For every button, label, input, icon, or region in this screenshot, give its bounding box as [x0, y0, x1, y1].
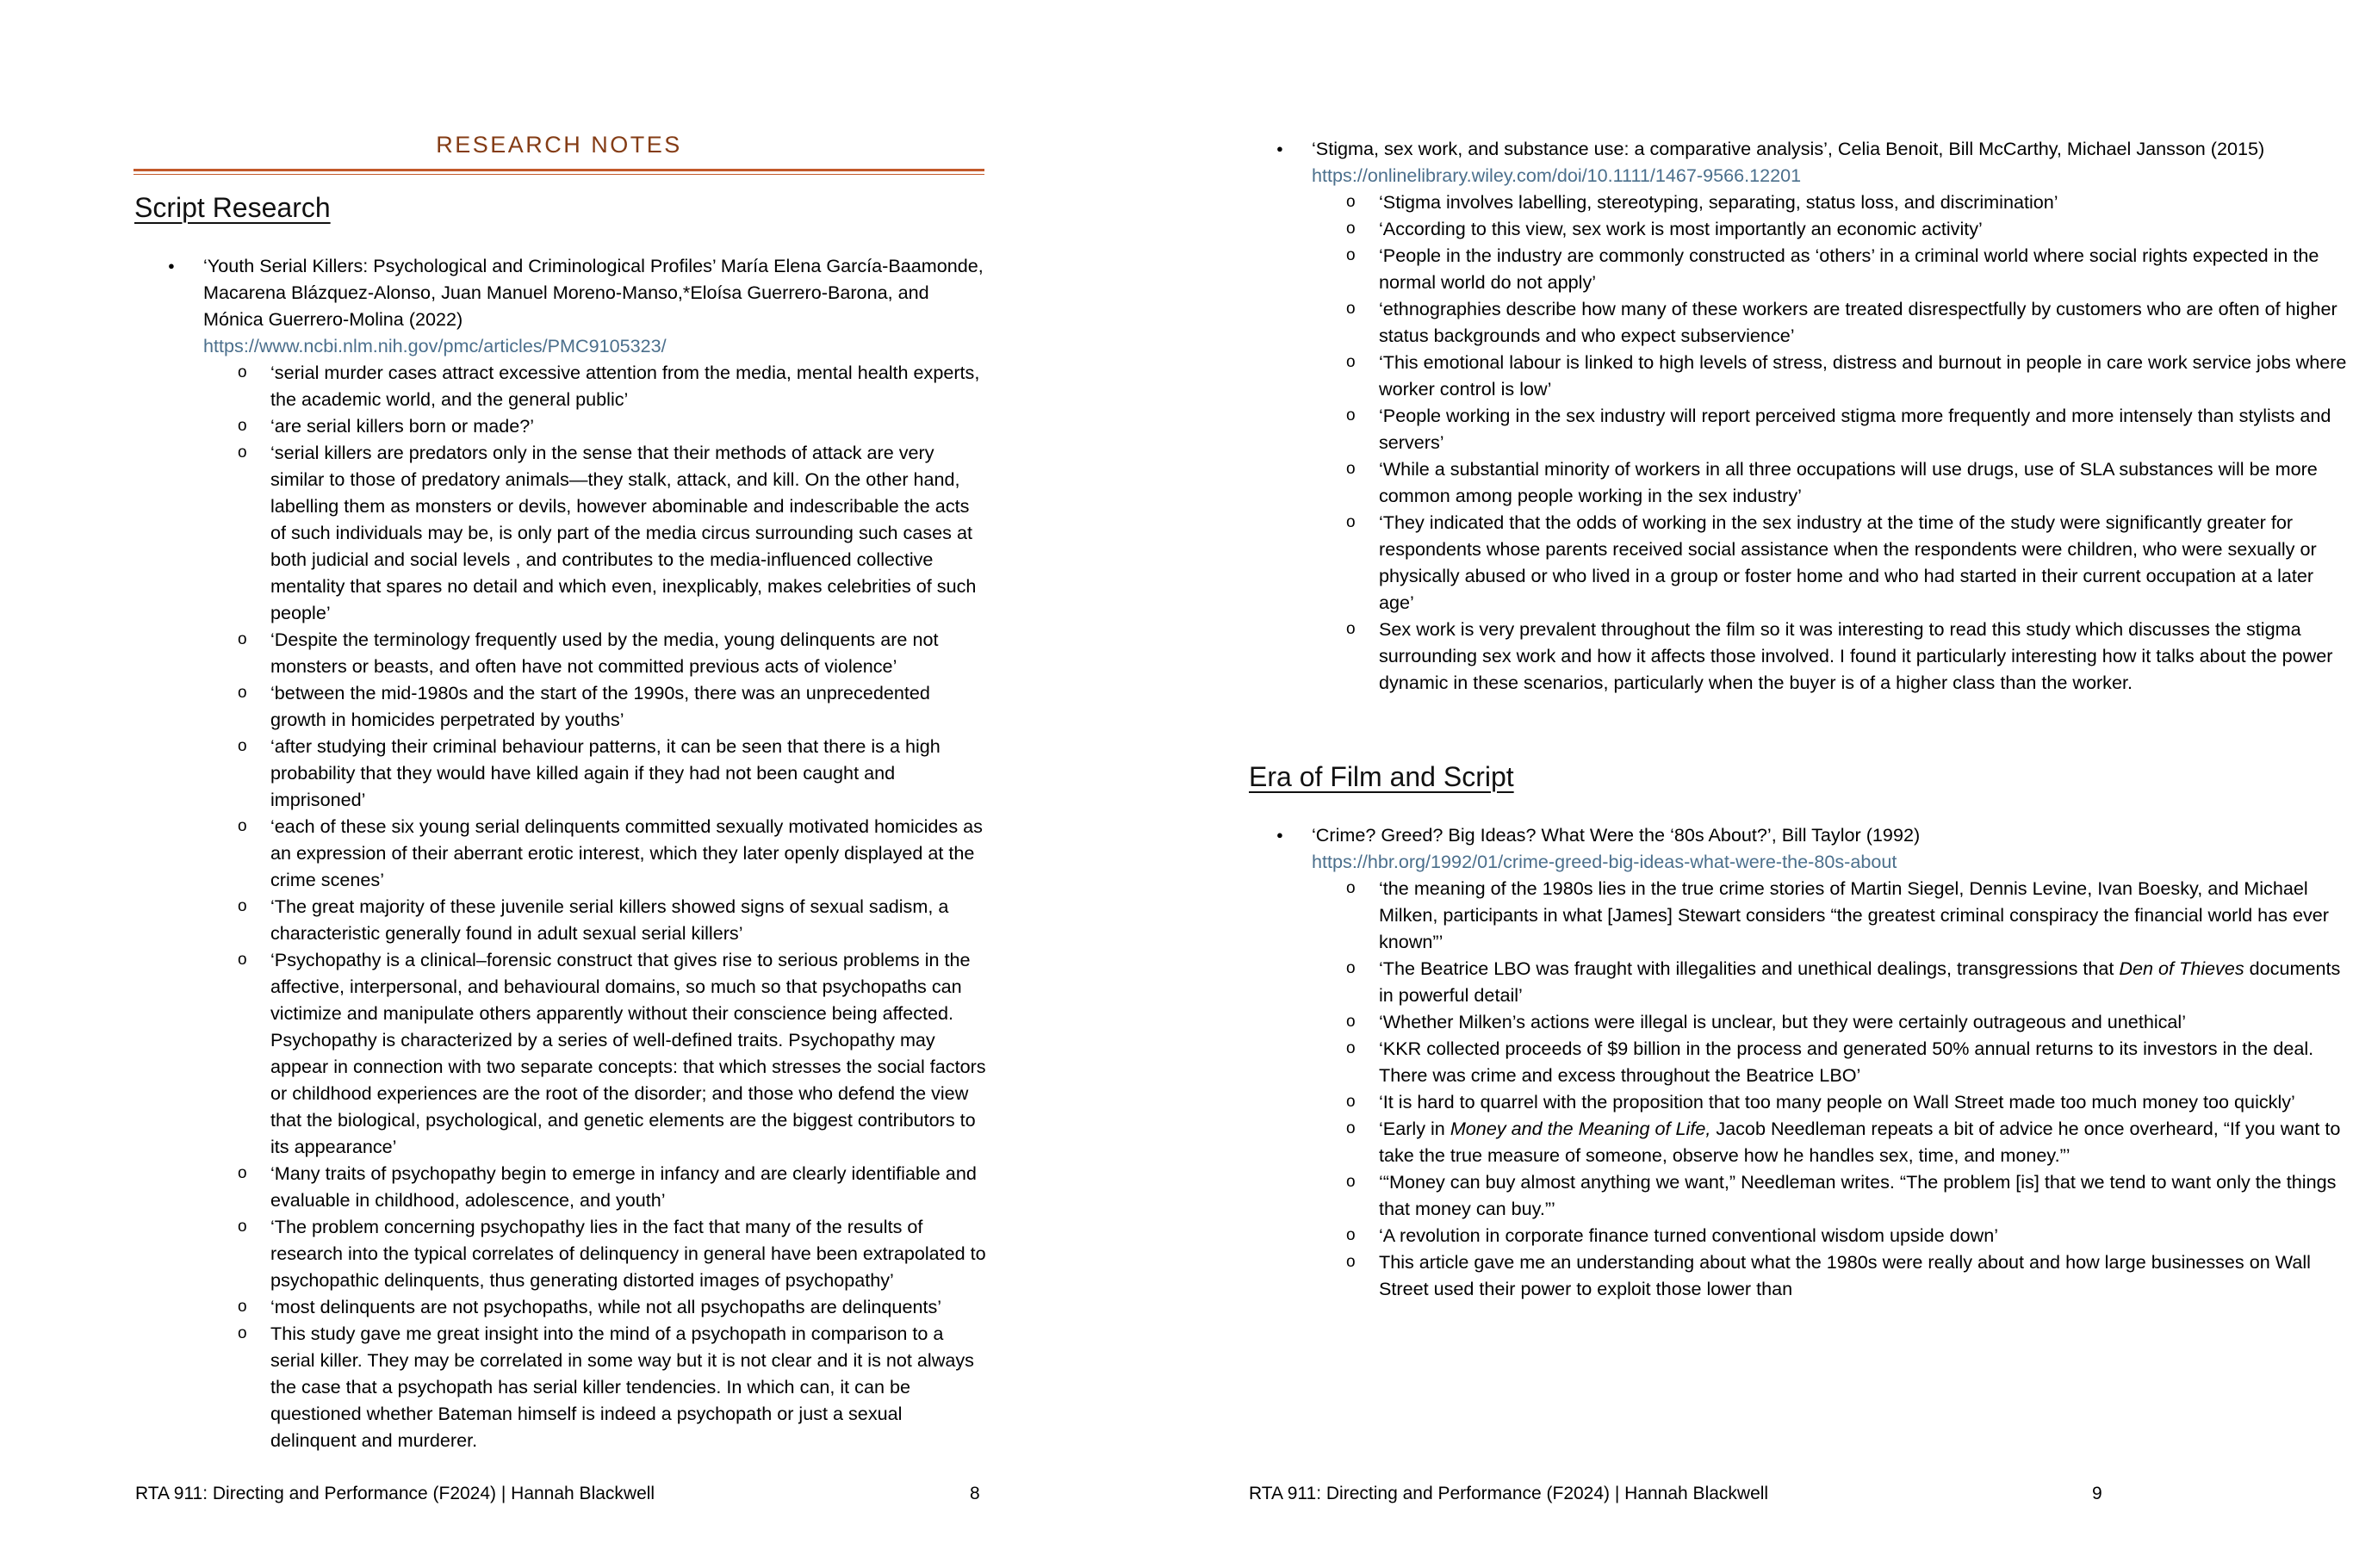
quote-item: o ‘serial murder cases attract excessive attention from the media, mental health experts, the academic world, and the general public’	[203, 359, 986, 412]
quote-item: o ‘The great majority of these juvenile serial killers showed signs of sexual sadism, a characteristic generally found in adult sexual serial killers’	[203, 893, 986, 946]
quote-item: o ‘Many traits of psychopathy begin to emerge in infancy and are clearly identifiable and evaluable in childhood, adolescence, and youth’	[203, 1160, 986, 1213]
quote-item: o ‘Stigma involves labelling, stereotyping, separating, status loss, and discrimination’	[1312, 189, 2353, 215]
source-citation: ‘Crime? Greed? Big Ideas? What Were the ‘80s About?’, Bill Taylor (1992)	[1312, 824, 1921, 846]
quote-item: o ‘Whether Milken’s actions were illegal is unclear, but they were certainly outrageous and unethical’	[1312, 1008, 2353, 1035]
reflection-note: o This study gave me great insight into the mind of a psychopath in comparison to a serial killer. They may be correlated in some way but it is not clear and it is not always the case that a psychopath has serial killer tendencies. In which can, it can be questioned whether Bateman himself is indeed a psychopath or just a sexual delinquent and murderer.	[203, 1320, 986, 1453]
quote-text: ‘The Beatrice LBO was fraught with illegalities and unethical dealings, transgressions that	[1379, 958, 2120, 979]
quote-item: o ‘They indicated that the odds of working in the sex industry at the time of the study were significantly greater for respondents whose parents received social assistance when the respondents were children, who were sexually or physically abused or who lived in a group or foster home and who had started in their current occupation at a later age’	[1312, 509, 2353, 616]
book-title: Den of Thieves	[2119, 958, 2244, 979]
quote-item: o ‘“Money can buy almost anything we want,” Needleman writes. “The problem [is] that we tend to want only the things that money can buy.”’	[1312, 1168, 2353, 1222]
reflection-note: o This article gave me an understanding about what the 1980s were really about and how large businesses on Wall Street used their power to exploit those lower than	[1312, 1249, 2353, 1302]
source-list	[1276, 821, 2353, 1302]
source-citation: ‘Youth Serial Killers: Psychological and Criminological Profiles’ María Elena García-Baamonde, Macarena Blázquez-Alonso, Juan Manuel Moreno-Manso,*Eloísa Guerrero-Barona, and Mónica Guerrero-Molina (2022)	[203, 255, 984, 330]
quote-list	[203, 359, 986, 1453]
quote-item: o ‘are serial killers born or made?’	[203, 412, 986, 439]
quote-item: o ‘most delinquents are not psychopaths, while not all psychopaths are delinquents’	[203, 1293, 986, 1320]
quote-item: o ‘It is hard to quarrel with the proposition that too many people on Wall Street made too much money too quickly’	[1312, 1088, 2353, 1115]
left-page	[0, 0, 1108, 1568]
quote-item: o ‘According to this view, sex work is most importantly an economic activity’	[1312, 215, 2353, 242]
header-rule	[133, 169, 984, 171]
quote-item: o ‘People working in the sex industry will report perceived stigma more frequently and more intensely than stylists and servers’	[1312, 402, 2353, 456]
quote-item: o ‘after studying their criminal behaviour patterns, it can be seen that there is a high probability that they would have killed again if they had not been caught and imprisoned’	[203, 733, 986, 813]
quote-item: o ‘This emotional labour is linked to high levels of stress, distress and burnout in people in care work service jobs where worker control is low’	[1312, 349, 2353, 402]
quote-item	[1312, 955, 2353, 1008]
quote-item: o ‘The problem concerning psychopathy lies in the fact that many of the results of research into the typical correlates of delinquency in general have been extrapolated to psychopathic delinquents, thus generating distorted images of psychopathy’	[203, 1213, 986, 1293]
quote-list	[1312, 875, 2353, 1302]
source-item	[168, 252, 986, 1453]
source-list	[1276, 135, 2353, 696]
source-citation: ‘Stigma, sex work, and substance use: a comparative analysis’, Celia Benoit, Bill McCarthy, Michael Jansson (2015)	[1312, 138, 2265, 159]
quote-item: o ‘between the mid-1980s and the start of the 1990s, there was an unprecedented growth in homicides perpetrated by youths’	[203, 679, 986, 733]
quote-item	[1312, 1115, 2353, 1168]
page-number: 8	[970, 1484, 980, 1503]
quote-item: o ‘While a substantial minority of workers in all three occupations will use drugs, use of SLA substances will be more common among people working in the sex industry’	[1312, 456, 2353, 509]
page-footer: RTA 911: Directing and Performance (F2024) | Hannah Blackwell	[135, 1484, 655, 1503]
section-heading-script-research: Script Research	[134, 192, 331, 223]
quote-item: o ‘serial killers are predators only in the sense that their methods of attack are very similar to those of predatory animals—they stalk, attack, and kill. On the other hand, labelling them as monsters or devils, however abominable and indescribable the acts of such individuals may be, is only part of the media circus surrounding such cases at both judicial and social levels , and contributes to the media-influenced collective mentality that spares no detail and which even, inexplicably, makes celebrities of such people’	[203, 439, 986, 626]
right-page	[1108, 0, 2347, 1568]
quote-item: o ‘People in the industry are commonly constructed as ‘others’ in a criminal world where social rights expected in the normal world do not apply’	[1312, 242, 2353, 295]
source-link[interactable]: https://hbr.org/1992/01/crime-greed-big-ideas-what-were-the-80s-about	[1312, 851, 1897, 872]
quote-item: o ‘ethnographies describe how many of these workers are treated disrespectfully by customers who are often of higher status backgrounds and who expect subservience’	[1312, 295, 2353, 349]
header-rule-thin	[133, 174, 984, 175]
source-link[interactable]: https://www.ncbi.nlm.nih.gov/pmc/articles/PMC9105323/	[203, 335, 667, 356]
header-title: RESEARCH NOTES	[436, 132, 682, 158]
quote-item: o ‘KKR collected proceeds of $9 billion in the process and generated 50% annual returns to its investors in the deal. There was crime and excess throughout the Beatrice LBO’	[1312, 1035, 2353, 1088]
quote-item: o ‘Psychopathy is a clinical–forensic construct that gives rise to serious problems in the affective, interpersonal, and behavioural domains, so much so that psychopaths can victimize and manipulate others apparently without their conscience being affected. Psychopathy is characterized by a series of well-defined traits. Psychopathy may appear in connection with two separate concepts: that which stresses the social factors or childhood experiences are the root of the disorder; and those who defend the view that the biological, psychological, and genetic elements are the biggest contributors to its appearance’	[203, 946, 986, 1160]
source-item	[1276, 135, 2353, 696]
reflection-note: o Sex work is very prevalent throughout the film so it was interesting to read this study which discusses the stigma surrounding sex work and how it affects those involved. I found it particularly interesting how it talks about the power dynamic in these scenarios, particularly when the buyer is of a higher class than the worker.	[1312, 616, 2353, 696]
quote-item: o ‘Despite the terminology frequently used by the media, young delinquents are not monsters or beasts, and often have not committed previous acts of violence’	[203, 626, 986, 679]
quote-text: documents in powerful detail’	[1379, 958, 2341, 1006]
quote-item: o ‘A revolution in corporate finance turned conventional wisdom upside down’	[1312, 1222, 2353, 1249]
source-list	[168, 252, 986, 1453]
page-footer: RTA 911: Directing and Performance (F2024) | Hannah Blackwell	[1249, 1484, 1769, 1503]
book-title: Money and the Meaning of Life,	[1450, 1118, 1711, 1139]
quote-text: Jacob Needleman repeats a bit of advice he once overheard, “If you want to take the true measure of someone, observe how he handles sex, time, and money.”’	[1379, 1118, 2341, 1166]
section-heading-era: Era of Film and Script	[1249, 761, 1514, 792]
quote-item: o ‘each of these six young serial delinquents committed sexually motivated homicides as an expression of their aberrant erotic interest, which they later openly displayed at the crime scenes’	[203, 813, 986, 893]
source-item	[1276, 821, 2353, 1302]
quote-list	[1312, 189, 2353, 696]
quote-text: ‘Early in	[1379, 1118, 1450, 1139]
page-number: 9	[2092, 1484, 2102, 1503]
source-link[interactable]: https://onlinelibrary.wiley.com/doi/10.1111/1467-9566.12201	[1312, 164, 1802, 186]
quote-item: o ‘the meaning of the 1980s lies in the true crime stories of Martin Siegel, Dennis Levine, Ivan Boesky, and Michael Milken, participants in what [James] Stewart considers “the greatest criminal conspiracy the financial world has ever known”’	[1312, 875, 2353, 955]
